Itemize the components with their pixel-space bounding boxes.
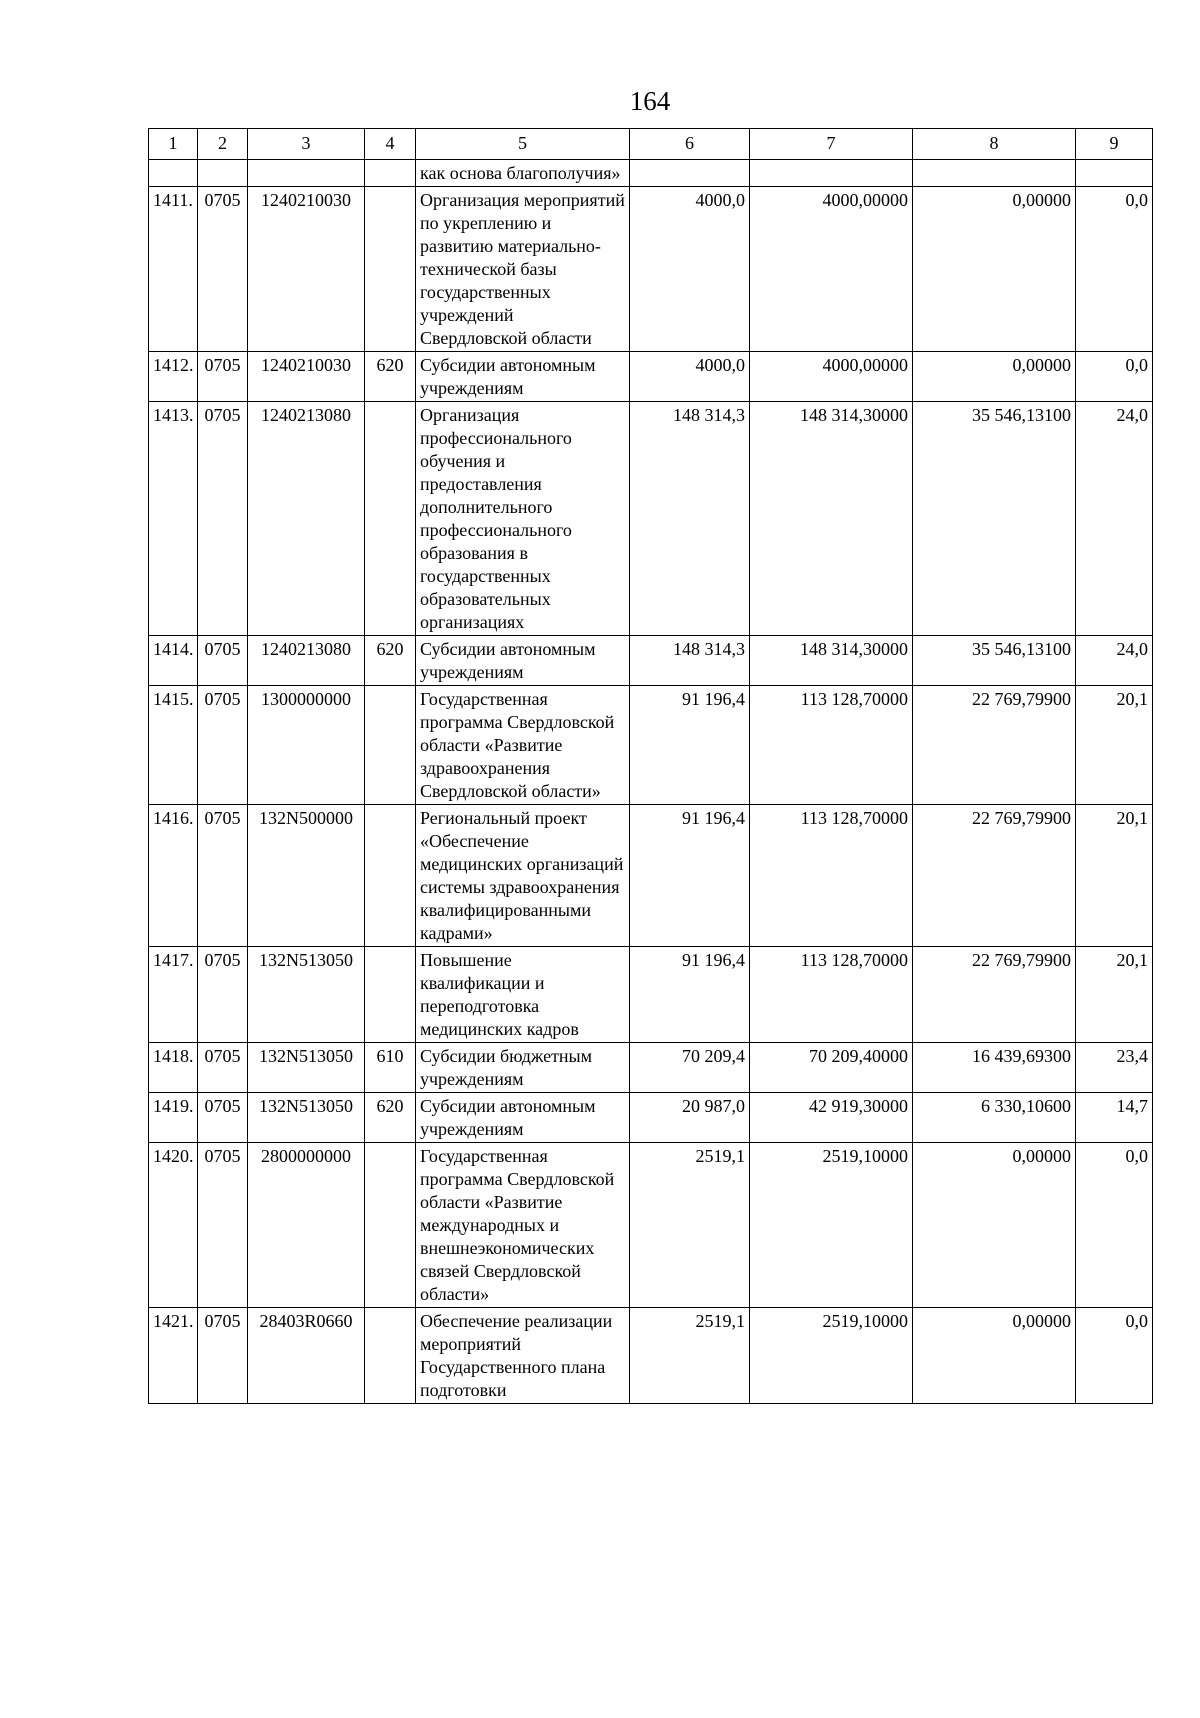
column-header: 2 xyxy=(198,129,248,160)
table-row xyxy=(149,1093,1153,1143)
table-row xyxy=(149,187,1153,352)
planned-amount: 2519,1 xyxy=(630,1143,750,1308)
section-code: 0705 xyxy=(198,1143,248,1308)
row-number: 1413. xyxy=(149,402,198,636)
refined-amount xyxy=(750,160,913,187)
column-header: 8 xyxy=(913,129,1076,160)
refined-amount: 42 919,30000 xyxy=(750,1093,913,1143)
section-code: 0705 xyxy=(198,686,248,805)
column-header: 6 xyxy=(630,129,750,160)
table-row xyxy=(149,402,1153,636)
item-name: Субсидии автономным учреждениям xyxy=(416,1093,630,1143)
expense-kind xyxy=(365,1308,416,1404)
refined-amount: 4000,00000 xyxy=(750,187,913,352)
table-row xyxy=(149,352,1153,402)
item-name: Организация мероприятий по укреплению и развитию материально-технической базы государственных учреждений Свердловской области xyxy=(416,187,630,352)
target-code: 28403R0660 xyxy=(248,1308,365,1404)
planned-amount: 20 987,0 xyxy=(630,1093,750,1143)
execution-percent: 0,0 xyxy=(1076,1308,1153,1404)
executed-amount: 0,00000 xyxy=(913,352,1076,402)
item-name: Обеспечение реализации мероприятий Государственного плана подготовки xyxy=(416,1308,630,1404)
planned-amount: 148 314,3 xyxy=(630,402,750,636)
executed-amount: 22 769,79900 xyxy=(913,805,1076,947)
executed-amount: 6 330,10600 xyxy=(913,1093,1076,1143)
column-header: 1 xyxy=(149,129,198,160)
refined-amount: 70 209,40000 xyxy=(750,1043,913,1093)
item-name: Субсидии автономным учреждениям xyxy=(416,636,630,686)
target-code: 132N513050 xyxy=(248,1093,365,1143)
target-code: 1240213080 xyxy=(248,636,365,686)
execution-percent: 0,0 xyxy=(1076,187,1153,352)
executed-amount: 16 439,69300 xyxy=(913,1043,1076,1093)
planned-amount: 2519,1 xyxy=(630,1308,750,1404)
refined-amount: 2519,10000 xyxy=(750,1308,913,1404)
expense-kind xyxy=(365,1143,416,1308)
table-row xyxy=(149,160,1153,187)
row-number: 1414. xyxy=(149,636,198,686)
expense-kind xyxy=(365,686,416,805)
table-row xyxy=(149,1043,1153,1093)
executed-amount: 35 546,13100 xyxy=(913,636,1076,686)
execution-percent: 0,0 xyxy=(1076,352,1153,402)
table-row xyxy=(149,636,1153,686)
item-name: Субсидии бюджетным учреждениям xyxy=(416,1043,630,1093)
target-code: 2800000000 xyxy=(248,1143,365,1308)
column-header: 4 xyxy=(365,129,416,160)
refined-amount: 113 128,70000 xyxy=(750,686,913,805)
row-number: 1417. xyxy=(149,947,198,1043)
item-name: Государственная программа Свердловской области «Развитие международных и внешнеэкономических связей Свердловской области» xyxy=(416,1143,630,1308)
header-row xyxy=(149,129,1153,160)
section-code: 0705 xyxy=(198,636,248,686)
row-number xyxy=(149,160,198,187)
planned-amount: 91 196,4 xyxy=(630,686,750,805)
row-number: 1415. xyxy=(149,686,198,805)
column-header: 9 xyxy=(1076,129,1153,160)
target-code: 132N513050 xyxy=(248,1043,365,1093)
planned-amount: 70 209,4 xyxy=(630,1043,750,1093)
execution-percent: 24,0 xyxy=(1076,402,1153,636)
row-number: 1419. xyxy=(149,1093,198,1143)
target-code: 1240213080 xyxy=(248,402,365,636)
budget-table xyxy=(148,128,1153,1404)
table-row xyxy=(149,1143,1153,1308)
section-code: 0705 xyxy=(198,402,248,636)
executed-amount: 22 769,79900 xyxy=(913,947,1076,1043)
row-number: 1416. xyxy=(149,805,198,947)
expense-kind: 620 xyxy=(365,1093,416,1143)
planned-amount: 91 196,4 xyxy=(630,947,750,1043)
expense-kind: 620 xyxy=(365,636,416,686)
expense-kind xyxy=(365,402,416,636)
execution-percent: 0,0 xyxy=(1076,1143,1153,1308)
row-number: 1421. xyxy=(149,1308,198,1404)
item-name: Субсидии автономным учреждениям xyxy=(416,352,630,402)
executed-amount: 35 546,13100 xyxy=(913,402,1076,636)
execution-percent: 14,7 xyxy=(1076,1093,1153,1143)
planned-amount: 91 196,4 xyxy=(630,805,750,947)
expense-kind: 610 xyxy=(365,1043,416,1093)
section-code: 0705 xyxy=(198,805,248,947)
item-name: Государственная программа Свердловской области «Развитие здравоохранения Свердловской области» xyxy=(416,686,630,805)
expense-kind: 620 xyxy=(365,352,416,402)
column-header: 5 xyxy=(416,129,630,160)
item-name: Региональный проект «Обеспечение медицинских организаций системы здравоохранения квалифицированными кадрами» xyxy=(416,805,630,947)
item-name: как основа благополучия» xyxy=(416,160,630,187)
refined-amount: 113 128,70000 xyxy=(750,805,913,947)
target-code: 1240210030 xyxy=(248,187,365,352)
row-number: 1412. xyxy=(149,352,198,402)
row-number: 1418. xyxy=(149,1043,198,1093)
expense-kind xyxy=(365,160,416,187)
planned-amount: 4000,0 xyxy=(630,352,750,402)
execution-percent: 20,1 xyxy=(1076,947,1153,1043)
section-code xyxy=(198,160,248,187)
column-header: 3 xyxy=(248,129,365,160)
row-number: 1411. xyxy=(149,187,198,352)
refined-amount: 113 128,70000 xyxy=(750,947,913,1043)
execution-percent: 20,1 xyxy=(1076,686,1153,805)
section-code: 0705 xyxy=(198,187,248,352)
column-header: 7 xyxy=(750,129,913,160)
item-name: Организация профессионального обучения и предоставления дополнительного профессионального образования в государственных образовательных организациях xyxy=(416,402,630,636)
execution-percent: 20,1 xyxy=(1076,805,1153,947)
refined-amount: 148 314,30000 xyxy=(750,636,913,686)
section-code: 0705 xyxy=(198,947,248,1043)
planned-amount: 4000,0 xyxy=(630,187,750,352)
target-code: 132N500000 xyxy=(248,805,365,947)
executed-amount xyxy=(913,160,1076,187)
item-name: Повышение квалификации и переподготовка медицинских кадров xyxy=(416,947,630,1043)
row-number: 1420. xyxy=(149,1143,198,1308)
table-row xyxy=(149,1308,1153,1404)
expense-kind xyxy=(365,805,416,947)
execution-percent xyxy=(1076,160,1153,187)
refined-amount: 148 314,30000 xyxy=(750,402,913,636)
executed-amount: 0,00000 xyxy=(913,1308,1076,1404)
table-row xyxy=(149,805,1153,947)
table-row xyxy=(149,686,1153,805)
execution-percent: 24,0 xyxy=(1076,636,1153,686)
refined-amount: 2519,10000 xyxy=(750,1143,913,1308)
section-code: 0705 xyxy=(198,1093,248,1143)
table-row xyxy=(149,947,1153,1043)
expense-kind xyxy=(365,187,416,352)
target-code: 132N513050 xyxy=(248,947,365,1043)
expense-kind xyxy=(365,947,416,1043)
refined-amount: 4000,00000 xyxy=(750,352,913,402)
planned-amount: 148 314,3 xyxy=(630,636,750,686)
executed-amount: 22 769,79900 xyxy=(913,686,1076,805)
section-code: 0705 xyxy=(198,1043,248,1093)
target-code: 1300000000 xyxy=(248,686,365,805)
execution-percent: 23,4 xyxy=(1076,1043,1153,1093)
section-code: 0705 xyxy=(198,1308,248,1404)
target-code: 1240210030 xyxy=(248,352,365,402)
page-number: 164 xyxy=(629,86,671,116)
target-code xyxy=(248,160,365,187)
section-code: 0705 xyxy=(198,352,248,402)
executed-amount: 0,00000 xyxy=(913,187,1076,352)
executed-amount: 0,00000 xyxy=(913,1143,1076,1308)
planned-amount xyxy=(630,160,750,187)
